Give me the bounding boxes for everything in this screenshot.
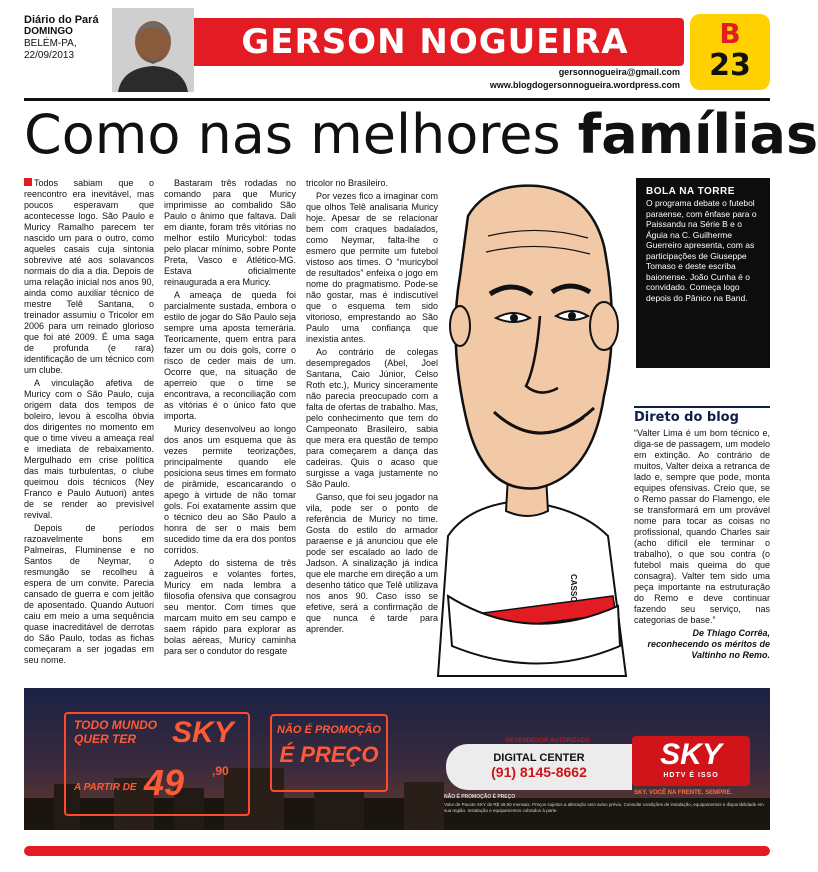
columnist-name: GERSON NOGUEIRA	[241, 22, 629, 62]
columnist-portrait-icon	[112, 8, 194, 92]
columnist-contact	[390, 66, 680, 92]
masthead-info	[24, 14, 114, 62]
blog-section	[634, 428, 770, 661]
article-paragraph: A vinculação afetiva de Muricy com o São Paulo, cuja origem data dos tempos de boleiro, levou à escolha óbvia dos dirigentes no momento em que o time viveu a ameaça real e imediata de rebaixamento. Mergulhado em crise política das mais turbulentas, o clube queimou dois técnicos (Ney Franco e Paulo Autuori) antes de se render ao previsível revival.	[24, 378, 154, 520]
blog-quote: “Valter Lima é um bom técnico e, diga-se de passagem, um modelo em extinção. Ao contrário de muitos, Valter deixa a retranca de lado e, sempre que pode, monta equipes ofensivas. Creio que, se o Remo passar do Flamengo, ele se transformará em um provável nome para tocar as coisas no profissional, quando Charles sair (acho difícil ele terminar o trabalho), o que sou contra (o futebol mais queima do que consagra). Valter tem sido uma peça importante na estruturação do Remo e deve continuar fazendo seu serviço, nas categorias de base.”	[634, 428, 770, 625]
promo-big: É PREÇO	[279, 742, 379, 767]
article-paragraph: Todos sabiam que o reencontro era inevitável, mas poucos esperavam que acontecesse logo. São Paulo e Muricy Ramalho parecem ter nascido um para o outro, como aqueles casais cuja sintonia sobrevive até aos solavancos normais do dia a dia. Depois de uma relação inicial nos anos 90, ainda como auxiliar técnico de mestre Telê Santana, o treinador assumiu o Tricolor em 2006 para um reinado glorioso que foi até 2009. É uma saga de profunda (e rara) identificação de um técnico com um clube.	[24, 178, 154, 375]
page-number: 23	[709, 48, 751, 83]
caricature	[408, 176, 638, 676]
bola-na-torre-box	[636, 178, 770, 368]
article-paragraph: Bastaram três rodadas no comando para que Muricy imprimisse ao combalido São Paulo o ânimo que faltava. Dali em diante, foram três vitórias no melhor estilo Muricybol: todas pelo placar mínimo, sobre Ponte Preta, Vasco e Atlético-MG. Estava oficialmente reinaugurada a era Muricy.	[164, 178, 296, 287]
page-tag	[690, 14, 770, 90]
price-prefix: A PARTIR DE	[74, 782, 137, 793]
dealer-phone[interactable]: (91) 8145-8662	[491, 764, 587, 780]
price-cents: ,90	[212, 764, 229, 778]
promo-neon-sign	[270, 714, 388, 792]
sky-logo	[632, 736, 750, 786]
article-column-2	[164, 178, 296, 658]
headline	[24, 100, 818, 170]
section-letter: B	[719, 17, 741, 50]
sign-line-2: QUER TER	[74, 732, 137, 746]
sky-slogan: SKY. VOCÊ NA FRENTE. SEMPRE.	[634, 790, 733, 796]
caricature-illustration-icon	[408, 176, 638, 676]
sidebar-title: BOLA NA TORRE	[646, 186, 735, 197]
article-paragraph: Ganso, que foi seu jogador na vila, pode ser o ponto de referência de Muricy no time. Gosta do estilo do armador paraense e já anunciou que ele pode ser escalado ao lado de Jadson. A sinalização já indica que ele marche em direção a um desenho tático que Telê utilizava nos anos 90. Caso isso se efetive, será a confirmação de que nunca é tarde para aprender.	[306, 492, 438, 634]
ad-seal: NÃO É PROMOÇÃO É PREÇO	[444, 794, 516, 800]
edition-city: BELÉM-PA,	[24, 38, 77, 49]
article-paragraph: Depois de períodos razoavelmente bons em Palmeiras, Fluminense e no Santos de Neymar, o resmungão se recolheu à espera de um convite. Parecia cansado de guerra e com jeitão de aposentado. Quando Autuori caiu em meio a uma sequência quase inacreditável de derrotas do São Paulo, todas as fichas começaram a ser jogadas em seu nome.	[24, 523, 154, 665]
blog-credit: De Thiago Corrêa, reconhecendo os méritos de Valtinho no Remo.	[647, 628, 770, 660]
sign-brand: SKY	[172, 716, 234, 749]
blog-section-title: Direto do blog	[634, 406, 770, 425]
article-paragraph: Por vezes fico a imaginar com que olhos Telê analisaria Muricy hoje. Apesar de se relacionar bem com craques badalados, como Neymar, falta-lhe o esmero que permite um futebol vistoso aos times. O “muricybol de resultados” enfeixa o jogo em nome do pragmatismo. Pode-se não gostar, mas é indiscutível que o esquema tem sido vitorioso, emprestando ao São Paulo uma confiança que inexistia antes.	[306, 191, 438, 344]
columnist-blog-url[interactable]: www.blogdogersonnogueira.wordpress.com	[489, 80, 680, 90]
red-square-icon	[24, 178, 32, 186]
edition-date: 22/09/2013	[24, 50, 75, 61]
promo-line: NÃO É PROMOÇÃO	[277, 724, 381, 736]
sky-neon-sign	[64, 712, 250, 816]
price-value: 49	[144, 762, 185, 803]
sky-logo-sub: HDTV É ISSO	[663, 772, 719, 779]
article-paragraph: tricolor no Brasileiro.	[306, 178, 389, 188]
sidebar-body: O programa debate o futebol paraense, com ênfase para o Paissandu na Série B e o Águia na C. Guilherme Guerreiro apresenta, com as participações de Giuseppe Tomaso e deste escriba baionense. João Cunha é o convidado. Começa logo depois do Pânico na Band.	[646, 198, 757, 303]
dealer-prefix: REVENDEDOR AUTORIZADO	[506, 738, 590, 744]
dealer-box[interactable]	[446, 738, 632, 790]
article-paragraph: Adepto do sistema de três zagueiros e volantes fortes, Muricy em nada lembra a filosofia ofensiva que consagrou seu mentor. Com times que marcam muito em seu campo e saem rápido para explorar as bolas aéreas, Muricy caminha para ser o condutor do resgate	[164, 558, 296, 656]
edition-day: DOMINGO	[24, 26, 73, 37]
cartoonist-signature: CASSO	[569, 574, 578, 603]
dealer-name: DIGITAL CENTER	[493, 752, 585, 764]
newspaper-name: Diário do Pará	[24, 14, 99, 26]
footer-bar	[24, 846, 770, 856]
sky-logo-text: SKY	[660, 738, 722, 771]
headline-light: Como nas melhores	[24, 103, 561, 166]
sign-line-1: TODO MUNDO	[74, 718, 158, 732]
headline-bold: famílias	[577, 103, 818, 166]
ad-fine-print: Valor de Pacote SKY de R$ 49,90 mensais. Preços sujeitos a alteração sem aviso prévio. Consulte condições de instalação, equipamentos e disponibilidade em sua região. Instalação e equipamentos cobrados à parte.	[444, 802, 764, 813]
columnist-email[interactable]: gersonnogueira@gmail.com	[558, 67, 680, 77]
article-column-1	[24, 178, 154, 665]
article-paragraph: Muricy desenvolveu ao longo dos anos um esquema que às vezes permite teorizações, principalmente quando ele posiciona seus times em formato de pirâmide, escancarando o apego à virtude de não tomar gols. Foi exatamente assim que o técnico deu ao São Paulo a honra de ser o mais bem sucedido time da era dos pontos corridos.	[164, 424, 296, 555]
article-paragraph: A ameaça de queda foi parcialmente sustada, embora o estilo de jogar do São Paulo seja sempre uma aposta temerária. Teoricamente, quem entra para fazer um ou dois gols, corre o risco de ceder mais de um. Ocorre que, na situação de aperreio que o time se encontrava, a reconciliação com as vitórias é o único fato que importa.	[164, 290, 296, 421]
article-paragraph: Ao contrário de colegas desempregados (Abel, Joel Santana, Caio Júnior, Celso Roth etc.), Muricy sinceramente não parecia preocupado com a falta de ofertas de trabalho. Mas, pelo conhecimento que tem do Campeonato Brasileiro, sabia que mera era questão de tempo para começarem a dança das cadeiras. Quis o acaso que surgisse a vaga justamente no São Paulo.	[306, 347, 438, 489]
columnist-photo	[112, 8, 194, 92]
